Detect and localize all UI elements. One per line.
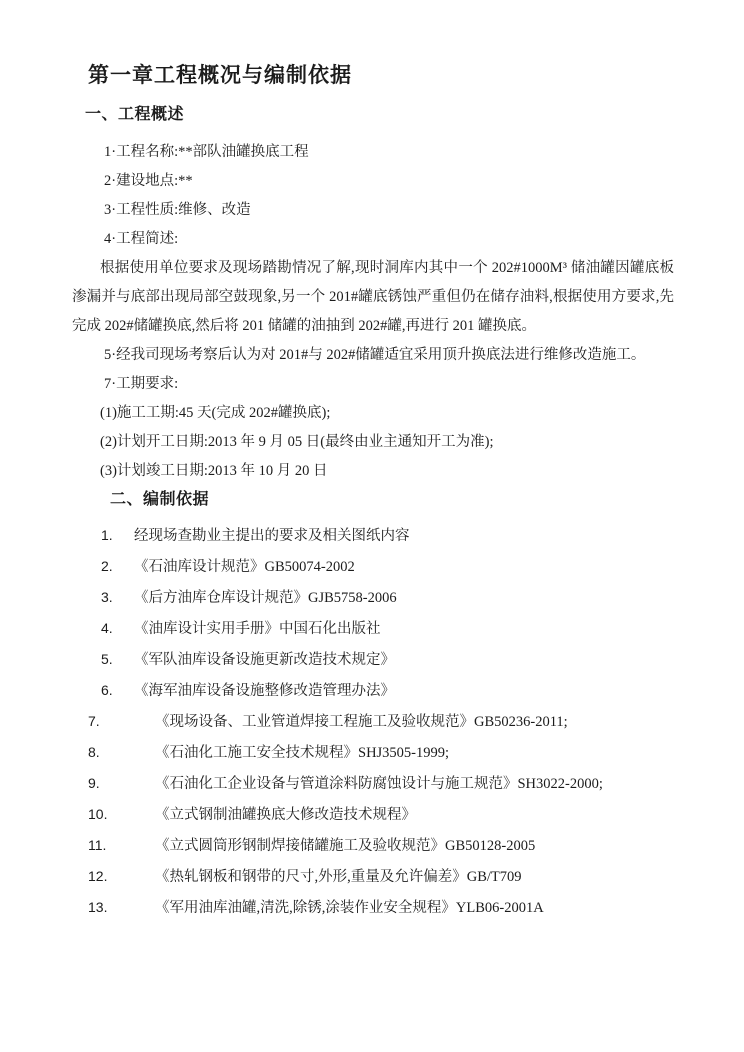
basis-item-5	[72, 644, 674, 675]
basis-reference-list	[72, 520, 674, 923]
basis-item-text: 《石油库设计规范》GB50074-2002	[134, 559, 355, 575]
basis-item-number: 13.	[88, 899, 108, 915]
basis-item-4	[72, 613, 674, 644]
basis-item-text: 《海军油库设备设施整修改造管理办法》	[134, 683, 395, 699]
schedule-item-start-date: (2)计划开工日期:2013 年 9 月 05 日(最终由业主通知开工为准);	[100, 434, 494, 450]
basis-item-number: 4.	[101, 620, 113, 636]
overview-item-list	[72, 138, 674, 254]
basis-item-number: 5.	[101, 651, 113, 667]
site-inspection-paragraph: 5·经我司现场考察后认为对 201#与 202#储罐适宜采用顶升换底法进行维修改造施工。	[104, 347, 646, 363]
basis-item-number: 11.	[88, 837, 107, 853]
basis-item-text: 《石油化工企业设备与管道涂料防腐蚀设计与施工规范》SH3022-2000;	[155, 776, 603, 792]
basis-item-6	[72, 675, 674, 706]
basis-item-text: 《军队油库设备设施更新改造技术规定》	[134, 652, 395, 668]
basis-item-13	[72, 892, 674, 923]
basis-item-number: 8.	[88, 744, 100, 760]
basis-item-11	[72, 830, 674, 861]
project-description-paragraph: 根据使用单位要求及现场踏勘情况了解,现时洞库内其中一个 202#1000M³ 储油罐因罐底板渗漏并与底部出现局部空鼓现象,另一个 201#罐底锈蚀严重但仍在储存油料,根据使用方要求,先完成 202#储罐换底,然后将 201 储罐的油抽到 202#罐,再进行 201 罐换底。	[72, 260, 674, 334]
basis-item-text: 《热轧钢板和钢带的尺寸,外形,重量及允许偏差》GB/T709	[155, 869, 522, 885]
basis-item-1	[72, 520, 674, 551]
basis-item-text: 经现场查勘业主提出的要求及相关图纸内容	[134, 528, 410, 544]
basis-item-text: 《军用油库油罐,清洗,除锈,涂装作业安全规程》YLB06-2001A	[155, 900, 544, 916]
basis-item-number: 7.	[88, 713, 100, 729]
basis-item-number: 10.	[88, 806, 108, 822]
schedule-item-completion-date: (3)计划竣工日期:2013 年 10 月 20 日	[100, 463, 328, 479]
schedule-item-list	[72, 399, 674, 486]
basis-item-number: 12.	[88, 868, 108, 884]
chapter-title: 第一章工程概况与编制依据	[88, 63, 352, 87]
overview-item-location: 2·建设地点:**	[104, 173, 193, 189]
schedule-heading: 7·工期要求:	[104, 376, 179, 392]
basis-item-text: 《立式圆筒形钢制焊接储罐施工及验收规范》GB50128-2005	[155, 838, 536, 854]
overview-item-brief: 4·工程简述:	[104, 231, 179, 247]
basis-item-10	[72, 799, 674, 830]
basis-item-text: 《油库设计实用手册》中国石化出版社	[134, 621, 381, 637]
basis-item-number: 3.	[101, 589, 113, 605]
basis-item-number: 1.	[101, 527, 113, 543]
section-heading-overview: 一、工程概述	[85, 106, 185, 123]
basis-item-text: 《立式钢制油罐换底大修改造技术规程》	[155, 807, 416, 823]
basis-item-2	[72, 551, 674, 582]
basis-item-12	[72, 861, 674, 892]
basis-item-8	[72, 737, 674, 768]
basis-item-number: 9.	[88, 775, 100, 791]
section-heading-basis: 二、编制依据	[110, 491, 210, 508]
basis-item-3	[72, 582, 674, 613]
basis-item-text: 《石油化工施工安全技术规程》SHJ3505-1999;	[155, 745, 450, 761]
basis-item-7	[72, 706, 674, 737]
overview-item-project-name: 1·工程名称:**部队油罐换底工程	[104, 144, 309, 160]
basis-item-text: 《后方油库仓库设计规范》GJB5758-2006	[134, 590, 397, 606]
basis-item-text: 《现场设备、工业管道焊接工程施工及验收规范》GB50236-2011;	[155, 714, 568, 730]
basis-item-number: 2.	[101, 558, 113, 574]
overview-item-nature: 3·工程性质:维修、改造	[104, 202, 251, 218]
schedule-item-duration: (1)施工工期:45 天(完成 202#罐换底);	[100, 405, 331, 421]
basis-item-9	[72, 768, 674, 799]
basis-item-number: 6.	[101, 682, 113, 698]
